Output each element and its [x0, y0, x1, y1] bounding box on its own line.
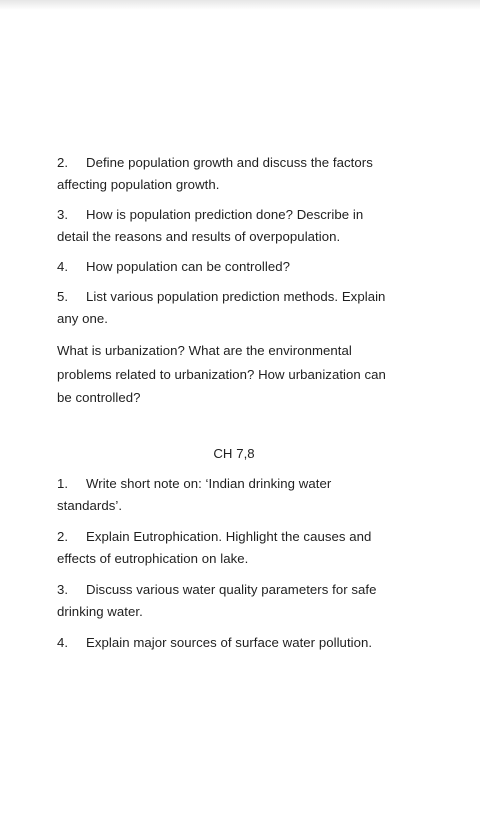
question-text-continued: drinking water. [57, 603, 143, 619]
question-text: List various population prediction methods. Explain [86, 289, 386, 304]
question-number: 3. [57, 207, 69, 222]
question-number: 2. [57, 528, 69, 544]
question-text-continued: standards’. [57, 497, 123, 513]
question-text: Explain major sources of surface water pollution. [86, 634, 373, 650]
question-number: 4. [57, 634, 69, 650]
question-number: 5. [57, 289, 69, 304]
question-number: 4. [57, 259, 69, 274]
question-number: 1. [57, 475, 69, 491]
question-text: Discuss various water quality parameters for safe [86, 581, 377, 597]
question-item [57, 579, 429, 623]
question-text: How is population prediction done? Describe in [86, 207, 364, 222]
question-text-continued: affecting population growth. [57, 177, 220, 192]
question-number: 2. [57, 155, 69, 170]
question-item [57, 632, 429, 654]
question-item [57, 204, 429, 248]
question-text-continued: any one. [57, 311, 108, 326]
question-item [57, 152, 429, 196]
urbanization-paragraph [57, 339, 429, 410]
question-text: Explain Eutrophication. Highlight the causes and [86, 528, 372, 544]
question-text-continued: effects of eutrophication on lake. [57, 550, 249, 566]
question-number: 3. [57, 581, 69, 597]
paragraph-line: problems related to urbanization? How urbanization can [57, 366, 386, 382]
question-text-continued: detail the reasons and results of overpopulation. [57, 229, 341, 244]
paragraph-line: be controlled? [57, 390, 141, 405]
section-heading: CH 7,8 [213, 445, 255, 461]
question-item [57, 526, 429, 570]
question-text: Define population growth and discuss the factors [86, 155, 373, 170]
paragraph-line: What is urbanization? What are the environmental [57, 343, 352, 358]
question-item [57, 256, 429, 278]
question-item [57, 473, 429, 517]
document-page [57, 152, 429, 654]
question-text: How population can be controlled? [86, 259, 290, 274]
question-text: Write short note on: ‘Indian drinking water [86, 475, 332, 491]
top-edge-shadow [0, 0, 480, 10]
question-item [57, 286, 429, 330]
